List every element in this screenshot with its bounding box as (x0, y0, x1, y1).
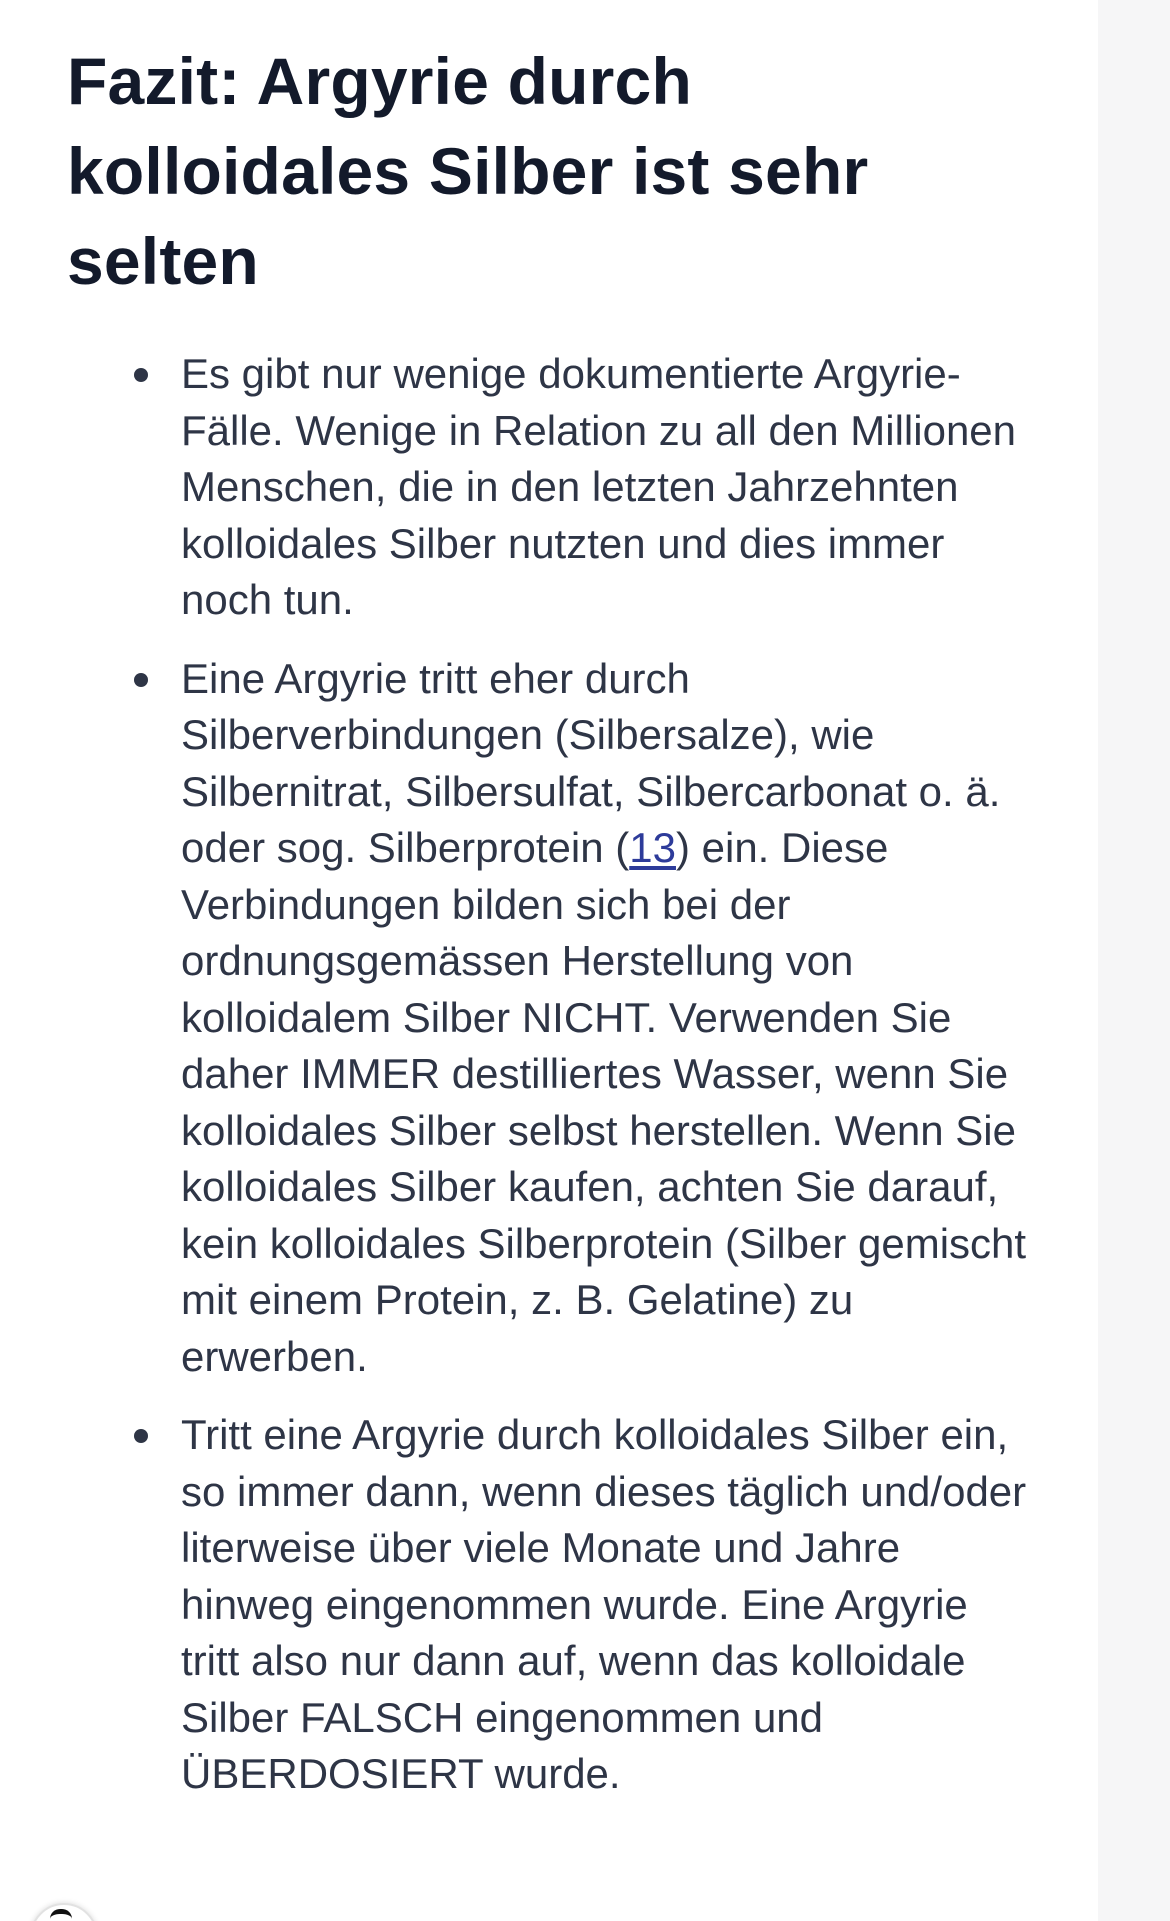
list-item (67, 346, 1027, 629)
bullet-icon (134, 673, 148, 687)
chat-glyph (50, 1909, 72, 1920)
bullet-icon (134, 1429, 148, 1443)
list-item-text: Es gibt nur wenige dokumentierte Argyrie-Fälle. Wenige in Relation zu all den Millionen Menschen, die in den letzten Jahrzehnten kolloidales Silber nutzten und dies immer noch tun. (181, 350, 1017, 623)
list-item-text-before: Eine Argyrie tritt eher durch Silberverbindungen (Silbersalze), wie Silbernitrat, Silbersulfat, Silbercarbonat o. ä. oder sog. Silberprotein ( (181, 654, 1001, 871)
list-item-text: Tritt eine Argyrie durch kolloidales Silber ein, so immer dann, wenn dieses täglich und/oder literweise über viele Monate und Jahre hinweg eingenommen wurde. Eine Argyrie tritt also nur dann auf, wenn das kolloidale Silber FALSCH eingenommen und ÜBERDOSIERT wurde. (181, 1411, 1027, 1797)
reference-link-13[interactable]: 13 (629, 824, 676, 871)
chat-bubble-icon[interactable] (30, 1903, 98, 1921)
section-heading: Fazit: Argyrie durch kolloidales Silber ist sehr selten (67, 44, 869, 298)
list-item (67, 1407, 1027, 1803)
list-item (67, 651, 1027, 1386)
article-content (67, 0, 1027, 1825)
summary-list (67, 346, 1027, 1803)
bullet-icon (134, 368, 148, 382)
right-gutter (1098, 0, 1170, 1921)
list-item-text-after: ) ein. Diese Verbindungen bilden sich bei der ordnungsgemässen Herstellung von kolloidalem Silber NICHT. Verwenden Sie daher IMMER destilliertes Wasser, wenn Sie kolloidales Silber selbst herstellen. Wenn Sie kolloidales Silber kaufen, achten Sie darauf, kein kolloidales Silberprotein (Silber gemischt mit einem Protein, z. B. Gelatine) zu erwerben. (181, 824, 1027, 1380)
